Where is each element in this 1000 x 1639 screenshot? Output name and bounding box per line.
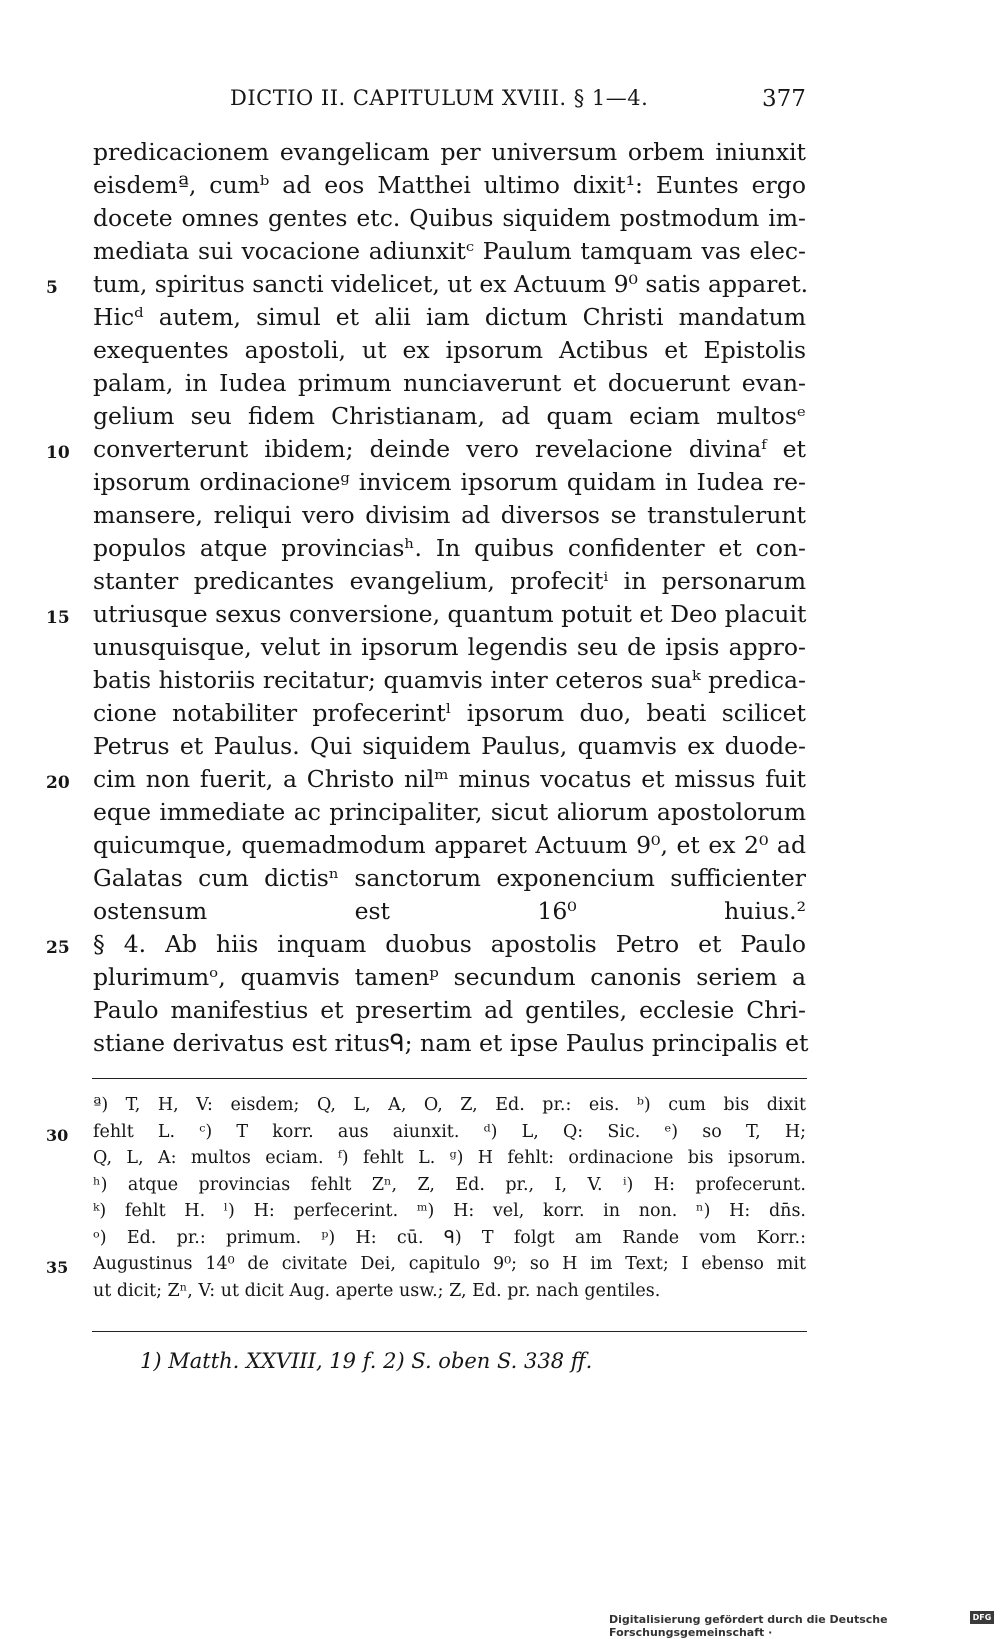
- text-line: cim non fuerit, a Christo nilᵐ minus vocatus et missus fuit: [93, 765, 806, 793]
- line-number: 30: [46, 1125, 69, 1145]
- apparatus-line: Augustinus 14⁰ de civitate Dei, capitulo 9⁰; so H im Text; I ebenso mit: [93, 1254, 806, 1274]
- text-line: stiane derivatus est ritusᑫ; nam et ipse Paulus principalis et: [93, 1029, 809, 1057]
- line-number: 5: [46, 278, 58, 298]
- source-references: 1) Matth. XXVIII, 19 f. 2) S. oben S. 338 ff.: [140, 1349, 593, 1373]
- text-line: plurimumᵒ, quamvis tamenᵖ secundum canonis seriem a: [93, 963, 806, 991]
- apparatus-line: ut dicit; Zⁿ, V: ut dicit Aug. aperte usw.; Z, Ed. pr. nach gentiles.: [93, 1280, 661, 1301]
- line-number: 20: [46, 773, 70, 793]
- apparatus-line: ᵒ) Ed. pr.: primum. ᵖ) H: cū. ᑫ) T folgt am Rande vom Korr.:: [93, 1227, 806, 1248]
- text-line: converterunt ibidem; deinde vero revelacione divinaᶠ et: [93, 435, 806, 463]
- text-line: utriusque sexus conversione, quantum potuit et Deo placuit: [93, 600, 807, 628]
- text-line: ipsorum ordinacioneᵍ invicem ipsorum quidam in Iudea re-: [93, 468, 806, 496]
- text-line: tum, spiritus sancti videlicet, ut ex Actuum 9⁰ satis apparet.: [93, 270, 809, 298]
- page-number: 377: [762, 86, 806, 112]
- text-line: mediata sui vocacione adiunxitᶜ Paulum tamquam vas elec-: [93, 237, 806, 265]
- text-line: mansere, reliqui vero divisim ad diversos se transtulerunt: [93, 501, 806, 529]
- text-line: Hicᵈ autem, simul et alii iam dictum Christi mandatum: [93, 303, 806, 331]
- text-line: eque immediate ac principaliter, sicut aliorum apostolorum: [93, 798, 806, 826]
- line-number: 10: [46, 443, 70, 463]
- text-line: Petrus et Paulus. Qui siquidem Paulus, quamvis ex duode-: [93, 732, 806, 760]
- text-line: gelium seu fidem Christianam, ad quam eciam multosᵉ: [93, 402, 806, 430]
- text-line: predicacionem evangelicam per universum orbem iniunxit: [93, 138, 806, 166]
- line-number: 25: [46, 938, 70, 958]
- apparatus-line: ʰ) atque provincias fehlt Zⁿ, Z, Ed. pr., I, V. ⁱ) H: profecerunt.: [93, 1174, 806, 1195]
- text-line: batis historiis recitatur; quamvis inter ceteros suaᵏ predica-: [93, 666, 806, 694]
- text-line: Galatas cum dictisⁿ sanctorum exponencium sufficienter: [93, 864, 806, 892]
- text-line: exequentes apostoli, ut ex ipsorum Actibus et Epistolis: [93, 336, 806, 364]
- dfg-logo-icon: DFG: [970, 1611, 994, 1624]
- text-line: quicumque, quemadmodum apparet Actuum 9⁰, et ex 2⁰ ad: [93, 831, 806, 859]
- text-line: § 4. Ab hiis inquam duobus apostolis Petro et Paulo: [93, 930, 806, 958]
- text-line: docete omnes gentes etc. Quibus siquidem postmodum im-: [93, 204, 806, 232]
- line-number: 15: [46, 608, 70, 628]
- text-line: stanter predicantes evangelium, profecitⁱ in personarum: [93, 567, 806, 595]
- text-line: eisdemª, cumᵇ ad eos Matthei ultimo dixit¹: Euntes ergo: [93, 171, 806, 199]
- digitization-note: Digitalisierung gefördert durch die Deutsche Forschungsgemeinschaft ·: [609, 1613, 888, 1639]
- apparatus-line: ᵏ) fehlt H. ˡ) H: perfecerint. ᵐ) H: vel, korr. in non. ⁿ) H: dn̄s.: [93, 1201, 806, 1221]
- text-line: populos atque provinciasʰ. In quibus confidenter et con-: [93, 534, 806, 562]
- apparatus-line: fehlt L. ᶜ) T korr. aus aiunxit. ᵈ) L, Q: Sic. ᵉ) so T, H;: [93, 1121, 806, 1142]
- text-line: cione notabiliter profecerintˡ ipsorum duo, beati scilicet: [93, 699, 806, 727]
- references-separator: [92, 1331, 807, 1332]
- apparatus-line: Q, L, A: multos eciam. ᶠ) fehlt L. ᵍ) H fehlt: ordinacione bis ipsorum.: [93, 1148, 806, 1168]
- apparatus-line: ª) T, H, V: eisdem; Q, L, A, O, Z, Ed. pr.: eis. ᵇ) cum bis dixit: [93, 1095, 806, 1115]
- text-line: palam, in Iudea primum nunciaverunt et docuerunt evan-: [93, 369, 806, 397]
- text-line: ostensum est 16⁰ huius.²: [93, 897, 806, 925]
- running-title: DICTIO II. CAPITULUM XVIII. § 1—4.: [230, 86, 649, 110]
- line-number: 35: [46, 1258, 69, 1277]
- apparatus-separator: [92, 1078, 807, 1079]
- text-line: unusquisque, velut in ipsorum legendis seu de ipsis appro-: [93, 633, 806, 661]
- text-line: Paulo manifestius et presertim ad gentiles, ecclesie Chri-: [93, 996, 806, 1024]
